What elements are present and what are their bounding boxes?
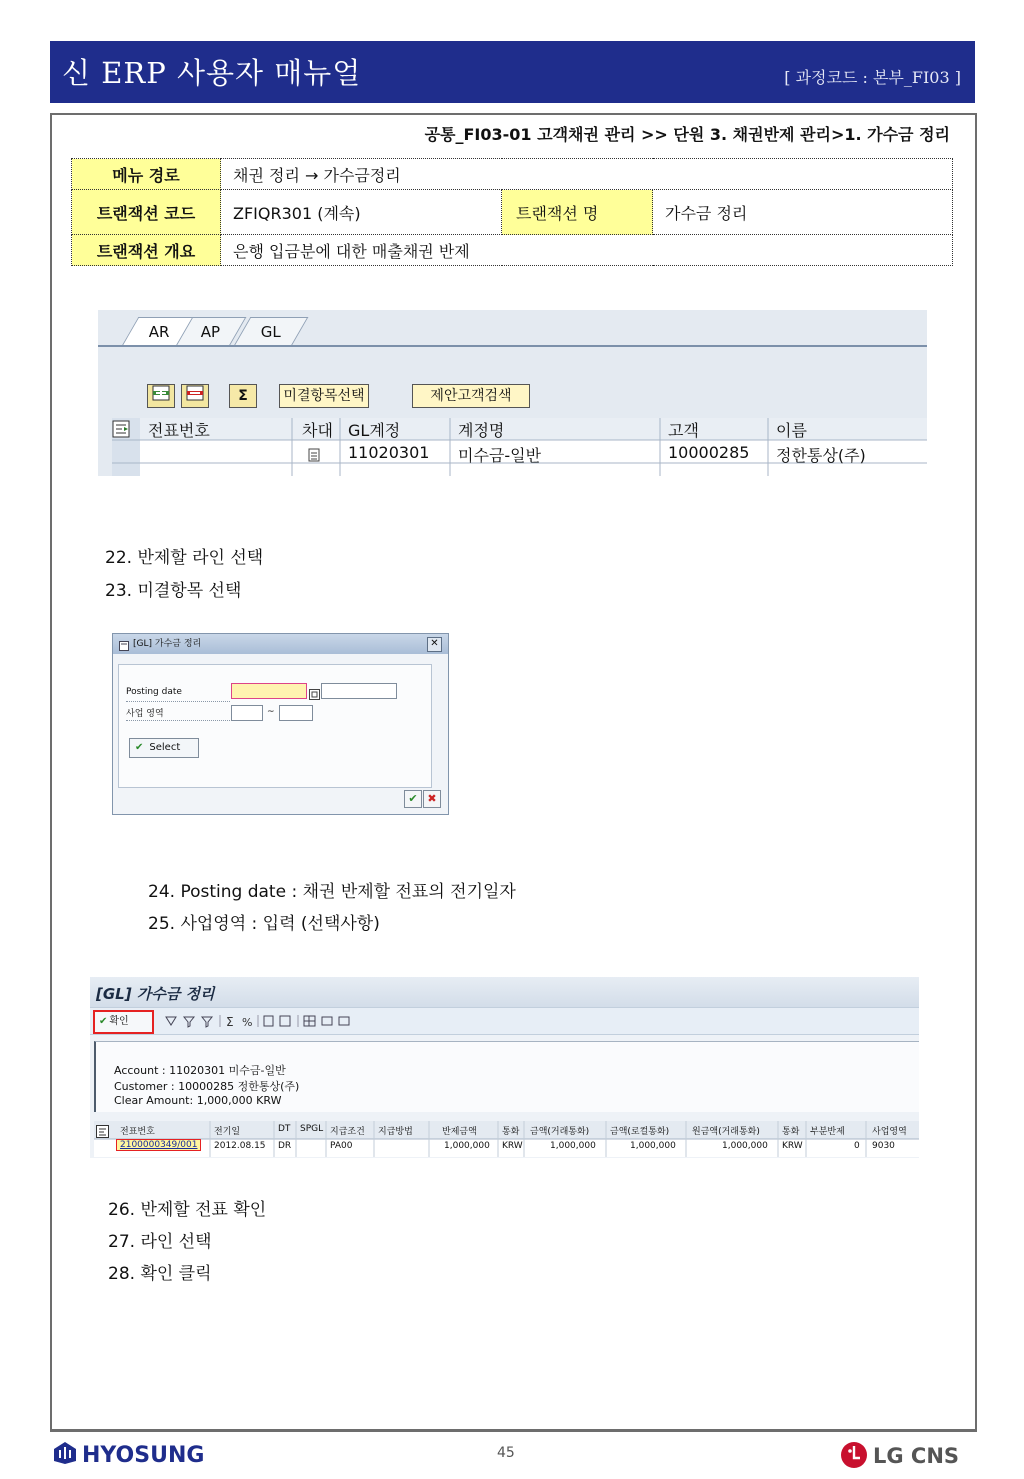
cell-amount-doc: 1,000,000 — [550, 1141, 596, 1151]
col-currency: 통화 — [502, 1127, 520, 1137]
dialog-body — [118, 664, 432, 788]
step-25: 25. 사업영역 : 입력 (선택사항) — [148, 914, 380, 934]
account-line: Account : 11020301 미수금-일반 — [114, 1064, 286, 1077]
col-spgl: SPGL — [300, 1124, 324, 1134]
col-customer: 고객 — [668, 421, 699, 440]
close-icon[interactable]: ✕ — [427, 637, 442, 652]
col-clear-amount: 반제금액 — [442, 1127, 477, 1137]
col-orig-amount: 원금액(거래통화) — [692, 1127, 760, 1137]
cell-dt: DR — [278, 1141, 292, 1151]
cell-posting-date: 2012.08.15 — [214, 1141, 266, 1151]
layout-icon[interactable] — [112, 420, 130, 442]
tname-value: 가수금 정리 — [653, 190, 953, 235]
cancel-x-icon[interactable]: ✖ — [423, 790, 441, 808]
label-underline — [126, 701, 230, 702]
col-pay-term: 지급조건 — [330, 1127, 365, 1137]
col-amount-local: 금액(로컬통화) — [610, 1127, 670, 1137]
row-gl-account[interactable]: 11020301 — [348, 443, 430, 462]
tcode-value: ZFIQR301 (계속) — [221, 190, 502, 235]
tab-ar[interactable]: AR — [122, 317, 197, 346]
select-button[interactable]: ✔ Select — [129, 738, 199, 758]
business-area-from-input[interactable] — [231, 705, 263, 721]
insert-row-icon[interactable] — [147, 384, 175, 408]
check-icon: ✔ — [135, 742, 144, 753]
col-dc: 차대 — [302, 421, 333, 440]
sum-icon[interactable]: Σ — [229, 384, 257, 408]
dropdown-icon[interactable] — [308, 447, 320, 466]
step-27: 27. 라인 선택 — [108, 1232, 212, 1252]
col-currency-2: 통화 — [782, 1127, 800, 1137]
business-area-to-input[interactable] — [279, 705, 313, 721]
col-pay-method: 지급방법 — [378, 1127, 413, 1137]
col-dt: DT — [278, 1124, 291, 1134]
step-28: 28. 확인 클릭 — [108, 1264, 212, 1284]
tcode-label: 트랜잭션 코드 — [72, 190, 221, 235]
col-account-name: 계정명 — [458, 421, 505, 440]
transaction-info-table — [71, 158, 953, 266]
business-area-label: 사업 영역 — [126, 709, 164, 719]
tab-gl[interactable]: GL — [234, 317, 309, 346]
cell-clear-amount[interactable]: 1,000,000 — [444, 1141, 490, 1151]
clear-amount-line: Clear Amount: 1,000,000 KRW — [114, 1094, 282, 1107]
clearing-summary — [94, 1041, 919, 1112]
col-doc-number: 전표번호 — [148, 421, 210, 440]
row-customer[interactable]: 10000285 — [668, 443, 750, 462]
delete-row-icon[interactable] — [181, 384, 209, 408]
doc-number-link[interactable]: 2100000349/001 — [116, 1139, 201, 1151]
col-name: 이름 — [776, 421, 807, 440]
customer-line: Customer : 10000285 정한통상(주) — [114, 1080, 300, 1093]
suggest-customer-button[interactable]: 제안고객검색 — [412, 384, 530, 408]
calendar-icon[interactable] — [309, 685, 320, 704]
cell-currency-2: KRW — [782, 1141, 803, 1151]
step-26: 26. 반제할 전표 확인 — [108, 1200, 267, 1220]
page-number: 45 — [497, 1445, 515, 1461]
col-partial: 부분반제 — [810, 1127, 845, 1137]
col-business-area: 사업영역 — [872, 1127, 907, 1137]
sap-screenshot-clearing-list — [90, 977, 919, 1158]
tname-label: 트랜잭션 명 — [502, 190, 653, 235]
screen-title: [GL] 가수금 정리 — [96, 985, 215, 1003]
sap-screenshot-tabs — [98, 310, 927, 476]
overview-label: 트랜잭션 개요 — [72, 235, 221, 266]
breadcrumb: 공통_FI03-01 고객채권 관리 >> 단원 3. 채권반제 관리>1. 가수금 정리 — [424, 125, 950, 144]
col-doc-number: 전표번호 — [120, 1127, 155, 1137]
open-items-button[interactable]: 미결항목선택 — [279, 384, 369, 408]
row-name: 정한통상(주) — [776, 446, 866, 465]
cell-partial[interactable]: 0 — [854, 1141, 860, 1151]
lgcns-logo: LG CNS — [840, 1441, 959, 1469]
cell-pay-term: PA00 — [330, 1141, 353, 1151]
screen-title-bar — [90, 977, 919, 1007]
step-24: 24. Posting date : 채권 반제할 전표의 전기일자 — [148, 882, 516, 902]
layout-icon[interactable] — [96, 1123, 109, 1142]
posting-date-to-input[interactable] — [321, 683, 397, 699]
overview-value: 은행 입금분에 대한 매출채권 반제 — [221, 235, 953, 266]
row-account-name: 미수금-일반 — [458, 446, 542, 465]
tab-divider — [98, 345, 927, 347]
page-header — [50, 41, 975, 103]
posting-date-label: Posting date — [126, 687, 182, 697]
lg-face-icon — [840, 1441, 868, 1469]
hyosung-logo: HYOSUNG — [52, 1441, 204, 1468]
col-gl-account: GL계정 — [348, 421, 401, 440]
step-22: 22. 반제할 라인 선택 — [105, 548, 264, 568]
range-tilde: ~ — [267, 707, 275, 717]
dialog-title-bar — [113, 634, 448, 654]
svg-text:%: % — [242, 1016, 253, 1028]
course-code: [ 과정코드 : 본부_FI03 ] — [784, 68, 961, 87]
step-23: 23. 미결항목 선택 — [105, 581, 242, 601]
dialog-window-icon — [119, 639, 129, 659]
manual-title: 신 ERP 사용자 매뉴얼 — [62, 56, 362, 90]
check-icon: ✔ — [99, 1016, 108, 1027]
cell-amount-local: 1,000,000 — [630, 1141, 676, 1151]
label-underline-2 — [126, 720, 230, 721]
col-posting-date: 전기일 — [214, 1127, 241, 1137]
hyosung-mark-icon — [52, 1441, 78, 1465]
confirm-check-icon[interactable]: ✔ — [404, 790, 422, 808]
posting-date-from-input[interactable] — [231, 683, 307, 699]
toolbar-icons[interactable] — [164, 1014, 414, 1028]
tab-ap[interactable]: AP — [176, 317, 247, 346]
menu-path-label: 메뉴 경로 — [72, 159, 221, 190]
svg-text:Σ: Σ — [226, 1015, 234, 1028]
cell-orig-amount: 1,000,000 — [722, 1141, 768, 1151]
cell-business-area: 9030 — [872, 1141, 895, 1151]
gl-clearing-dialog — [112, 633, 449, 815]
toolbar — [90, 1007, 919, 1035]
menu-path-value: 채권 정리 → 가수금정리 — [221, 159, 953, 190]
col-amount-doc: 금액(거래통화) — [530, 1127, 590, 1137]
confirm-button[interactable]: ✔ 확인 — [93, 1010, 154, 1034]
cell-currency: KRW — [502, 1141, 523, 1151]
dialog-title: [GL] 가수금 정리 — [133, 639, 202, 649]
